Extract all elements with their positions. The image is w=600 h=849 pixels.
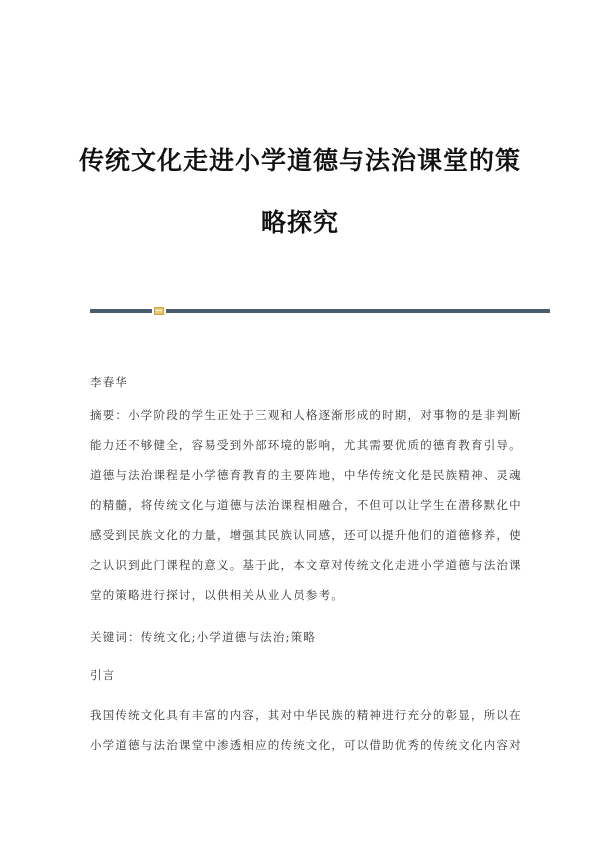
abstract-line-6: 之认识到此门课程的意义。基于此，本文章对传统文化走进小学道德与法治课: [90, 558, 522, 572]
abstract-line-3: 道德与法治课程是小学德育教育的主要阵地，中华传统文化是民族精神、灵魂: [90, 468, 522, 482]
section-heading-intro: 引言: [90, 668, 116, 682]
abstract-line-2: 能力还不够健全，容易受到外部环境的影响，尤其需要优质的德育教育引导。: [90, 438, 522, 452]
divider-emblem-icon: [154, 307, 164, 315]
title-divider: [90, 308, 550, 314]
document-title-line-1: 传统文化走进小学道德与法治课堂的策: [78, 146, 521, 175]
document-title-line-2: 略探究: [260, 208, 339, 237]
author-name: 李春华: [90, 375, 129, 389]
abstract-line-1: 摘要：小学阶段的学生正处于三观和人格逐渐形成的时期，对事物的是非判断: [90, 408, 522, 422]
divider-bar-right: [166, 309, 550, 313]
keywords: 关键词：传统文化;小学道德与法治;策略: [90, 630, 317, 644]
intro-line-2: 小学道德与法治课堂中渗透相应的传统文化，可以借助优秀的传统文化内容对: [90, 738, 522, 752]
intro-line-1: 我国传统文化具有丰富的内容，其对中华民族的精神进行充分的彰显，所以在: [90, 708, 522, 722]
abstract-line-7: 堂的策略进行探讨，以供相关从业人员参考。: [90, 588, 344, 602]
abstract-line-5: 感受到民族文化的力量，增强其民族认同感，还可以提升他们的道德修养，使: [90, 528, 522, 542]
abstract-line-4: 的精髓，将传统文化与道德与法治课程相融合，不但可以让学生在潜移默化中: [90, 498, 522, 512]
divider-bar-left: [90, 309, 152, 313]
